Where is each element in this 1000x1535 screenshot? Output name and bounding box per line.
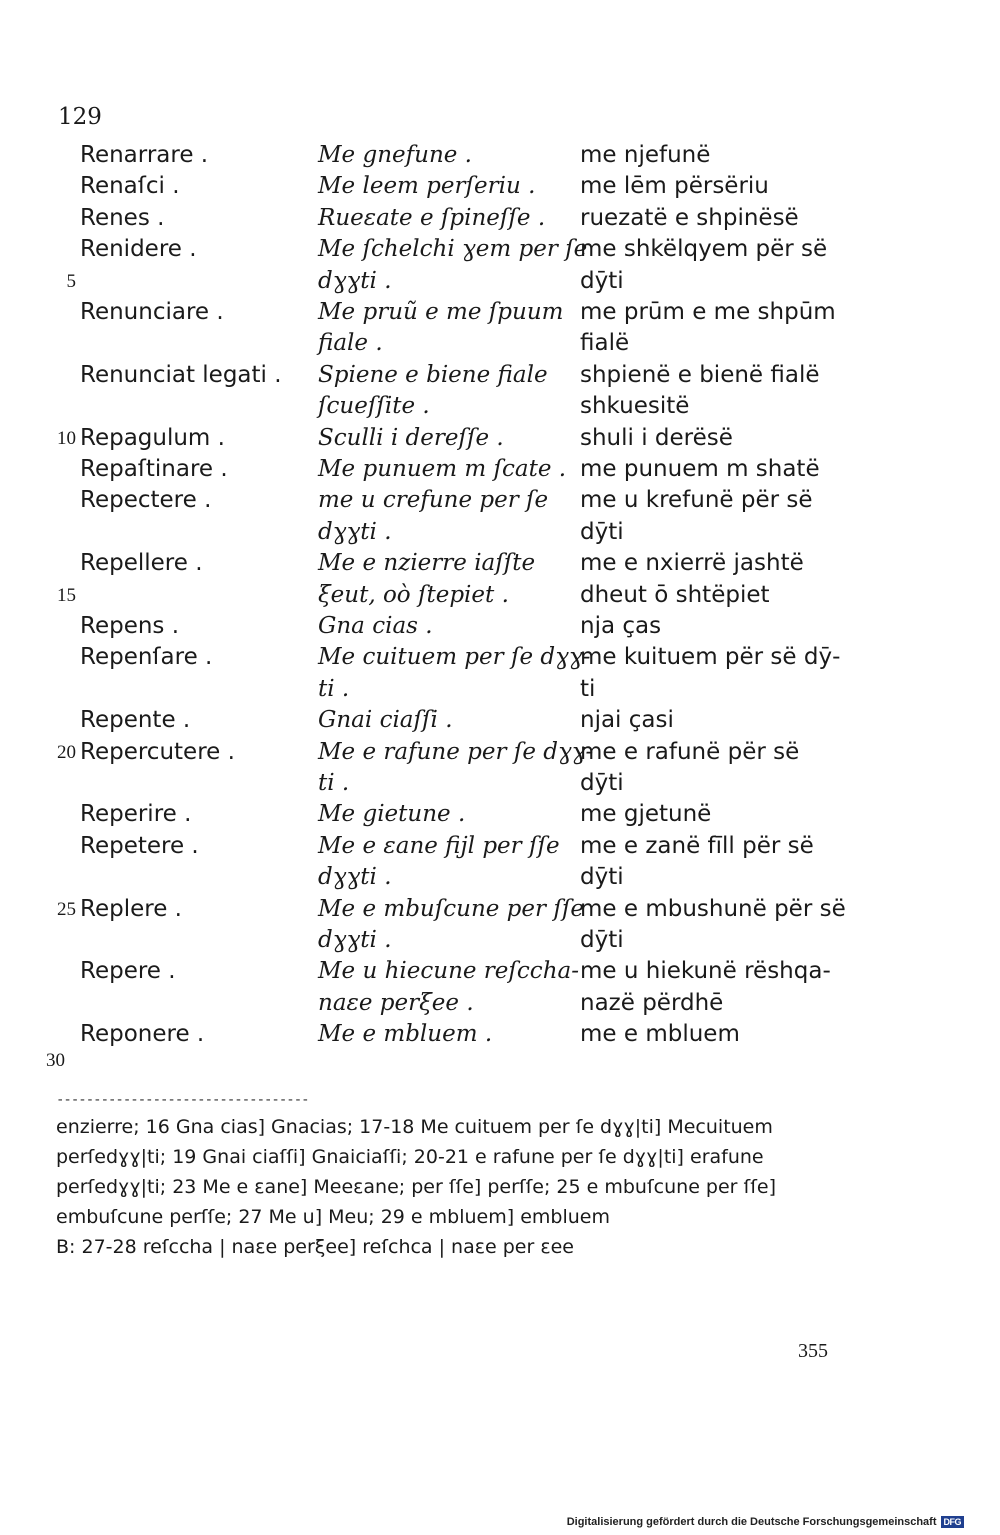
albanian-original: ti . [318, 675, 350, 702]
entry-line [0, 171, 1000, 202]
entry-line [0, 140, 1000, 171]
albanian-transcription: nja ças [580, 613, 662, 639]
line-number: 15 [57, 584, 76, 606]
entry-line [0, 328, 1000, 359]
latin-headword: Repercutere . [80, 738, 235, 765]
albanian-original: dɣɣti . [318, 927, 392, 953]
albanian-original: dɣɣti . [318, 864, 392, 891]
albanian-transcription: dȳti [580, 518, 624, 545]
entry-line [0, 297, 1000, 328]
albanian-transcription: nazë përdhē [580, 989, 724, 1016]
albanian-transcription: me punuem m shatë [580, 456, 820, 482]
albanian-transcription: ti [580, 675, 596, 702]
albanian-original: Me e mbuſcune per ſſe [318, 895, 584, 922]
entry-line [0, 925, 1000, 956]
footnote-line: perſedɣɣ|ti; 19 Gnai ciaſſi] Gnaiciaſſi; 20-21 e rafune per ſe dɣɣ|ti] erafune [56, 1146, 764, 1168]
albanian-transcription: dȳti [580, 864, 624, 891]
latin-headword: Renidere . [80, 236, 197, 263]
albanian-original: fiale . [318, 330, 383, 357]
entry-line [0, 831, 1000, 862]
footnote-line: perſedɣɣ|ti; 23 Me e εane] Meeεane; per ſſe] perſſe; 25 e mbuſcune per ſſe] [56, 1176, 777, 1198]
line-number: 20 [57, 741, 76, 763]
entry-line [0, 674, 1000, 705]
footnote-line: embuſcune perſſe; 27 Me u] Meu; 29 e mbluem] embluem [56, 1206, 610, 1228]
entry-line [0, 234, 1000, 265]
entry-line [0, 799, 1000, 830]
albanian-original: Gna cias . [318, 613, 433, 639]
albanian-transcription: me lēm përsëriu [580, 173, 769, 200]
albanian-transcription: fialë [580, 330, 630, 357]
albanian-transcription: me e rafunë për së [580, 738, 800, 765]
latin-headword: Replere . [80, 895, 182, 922]
latin-headword: Repectere . [80, 487, 212, 514]
albanian-original: Me gietune . [318, 801, 466, 828]
albanian-transcription: me u krefunë për së [580, 487, 813, 514]
entry-line [0, 1019, 1000, 1050]
entry-line [0, 360, 1000, 391]
entry-line [0, 266, 1000, 297]
albanian-original: Me e εane fijl per ſſe [318, 832, 560, 859]
albanian-transcription: dheut ō shtëpiet [580, 581, 770, 608]
albanian-transcription: shpienë e bienë fialë [580, 361, 820, 388]
entry-line [0, 894, 1000, 925]
page-number: 355 [798, 1340, 828, 1362]
albanian-original: Me cuituem per ſe dɣɣ- [318, 644, 591, 671]
entry-line [0, 956, 1000, 987]
albanian-original: Me leem perſeriu . [318, 173, 536, 200]
albanian-original: me u crefune per ſe [318, 487, 549, 514]
albanian-transcription: me e mbluem [580, 1021, 740, 1048]
latin-headword: Repente . [80, 707, 191, 734]
albanian-transcription: me kuituem për së dȳ- [580, 644, 841, 671]
latin-headword: Renunciat legati . [80, 361, 282, 388]
entry-line [0, 642, 1000, 673]
entry-line [0, 737, 1000, 768]
albanian-transcription: dȳti [580, 770, 624, 796]
albanian-original: Me e rafune per ſe dɣɣ- [318, 738, 594, 765]
footnote-line: B: 27-28 reſccha | naεe perξee] reſchca | naεe per εee [56, 1236, 574, 1258]
albanian-original: Me e nzierre iaſſte [318, 550, 536, 577]
critical-apparatus [56, 1092, 856, 1262]
latin-headword: Renarrare . [80, 142, 209, 168]
latin-headword: Reponere . [80, 1021, 205, 1048]
latin-headword: Reperire . [80, 801, 192, 828]
albanian-transcription: me e nxierrë jashtë [580, 550, 804, 577]
albanian-transcription: me e mbushunë për së [580, 895, 846, 922]
entry-line [0, 517, 1000, 548]
entry-line [0, 768, 1000, 799]
entry-line [0, 580, 1000, 611]
footnote-divider: ---------------------------------- [56, 1092, 309, 1108]
albanian-original: dɣɣti . [318, 518, 392, 545]
latin-headword: Repellere . [80, 550, 203, 577]
entry-line [0, 988, 1000, 1019]
albanian-original: dɣɣti . [318, 267, 392, 294]
albanian-original: Gnai ciaſſi . [318, 707, 453, 734]
albanian-original: Spiene e biene fiale [318, 361, 548, 388]
latin-headword: Repaſtinare . [80, 456, 228, 482]
line-number: 25 [57, 898, 76, 920]
entry-line [0, 705, 1000, 736]
line-number-30: 30 [46, 1050, 65, 1071]
entry-line [0, 454, 1000, 485]
albanian-transcription: me e zanë fīll për së [580, 832, 814, 859]
latin-headword: Repere . [80, 958, 176, 985]
albanian-original: Me u hiecune reſccha- [318, 958, 579, 985]
albanian-transcription: me prūm e me shpūm [580, 299, 836, 325]
entry-line [0, 391, 1000, 422]
albanian-transcription: dȳti [580, 267, 624, 294]
entry-line [0, 862, 1000, 893]
funding-text: Digitalisierung gefördert durch die Deutsche Forschungsgemeinschaft [566, 1516, 937, 1528]
albanian-original: ſcueſſite . [318, 393, 430, 420]
albanian-transcription: me njefunë [580, 142, 711, 168]
albanian-original: Me pruũ e me ſpuum [318, 299, 564, 325]
albanian-original: ξeut, oò ſtepiet . [318, 581, 509, 608]
entry-line [0, 203, 1000, 234]
albanian-transcription: me shkëlqyem për së [580, 236, 828, 263]
dfg-logo-icon: DFG [941, 1516, 965, 1528]
albanian-transcription: shkuesitë [580, 393, 690, 420]
albanian-original: Rueεate e ſpineſſe . [318, 204, 546, 231]
latin-headword: Repenſare . [80, 644, 213, 671]
latin-headword: Renunciare . [80, 299, 224, 325]
albanian-original: Me gnefune . [318, 142, 472, 168]
albanian-original: Me ſchelchi ɣem per ſe [318, 236, 588, 263]
albanian-transcription: dȳti [580, 927, 624, 953]
entry-line [0, 423, 1000, 454]
entry-line [0, 611, 1000, 642]
albanian-original: Me e mbluem . [318, 1021, 493, 1048]
albanian-original: ti . [318, 770, 350, 796]
latin-headword: Repens . [80, 613, 180, 639]
funding-note [567, 1516, 964, 1528]
albanian-transcription: me u hiekunë rëshqa- [580, 958, 831, 985]
albanian-original: Sculli i dereſſe . [318, 424, 504, 451]
latin-headword: Repetere . [80, 832, 199, 859]
albanian-transcription: me gjetunë [580, 801, 712, 828]
entry-line [0, 548, 1000, 579]
line-number: 5 [66, 270, 76, 292]
latin-headword: Renaſci . [80, 173, 180, 200]
albanian-transcription: ruezatë e shpinësë [580, 204, 799, 231]
latin-headword: Repagulum . [80, 424, 225, 451]
albanian-transcription: shuli i derësë [580, 424, 733, 451]
line-number: 10 [57, 427, 76, 449]
folio-label: 129 [58, 104, 102, 130]
albanian-original: Me punuem m ſcate . [318, 456, 567, 482]
albanian-original: naεe perξee . [318, 989, 474, 1016]
albanian-transcription: njai çasi [580, 707, 674, 734]
entry-line [0, 485, 1000, 516]
footnote-line: enzierre; 16 Gna cias] Gnacias; 17-18 Me cuituem per ſe dɣɣ|ti] Mecuituem [56, 1116, 773, 1138]
latin-headword: Renes . [80, 204, 165, 231]
